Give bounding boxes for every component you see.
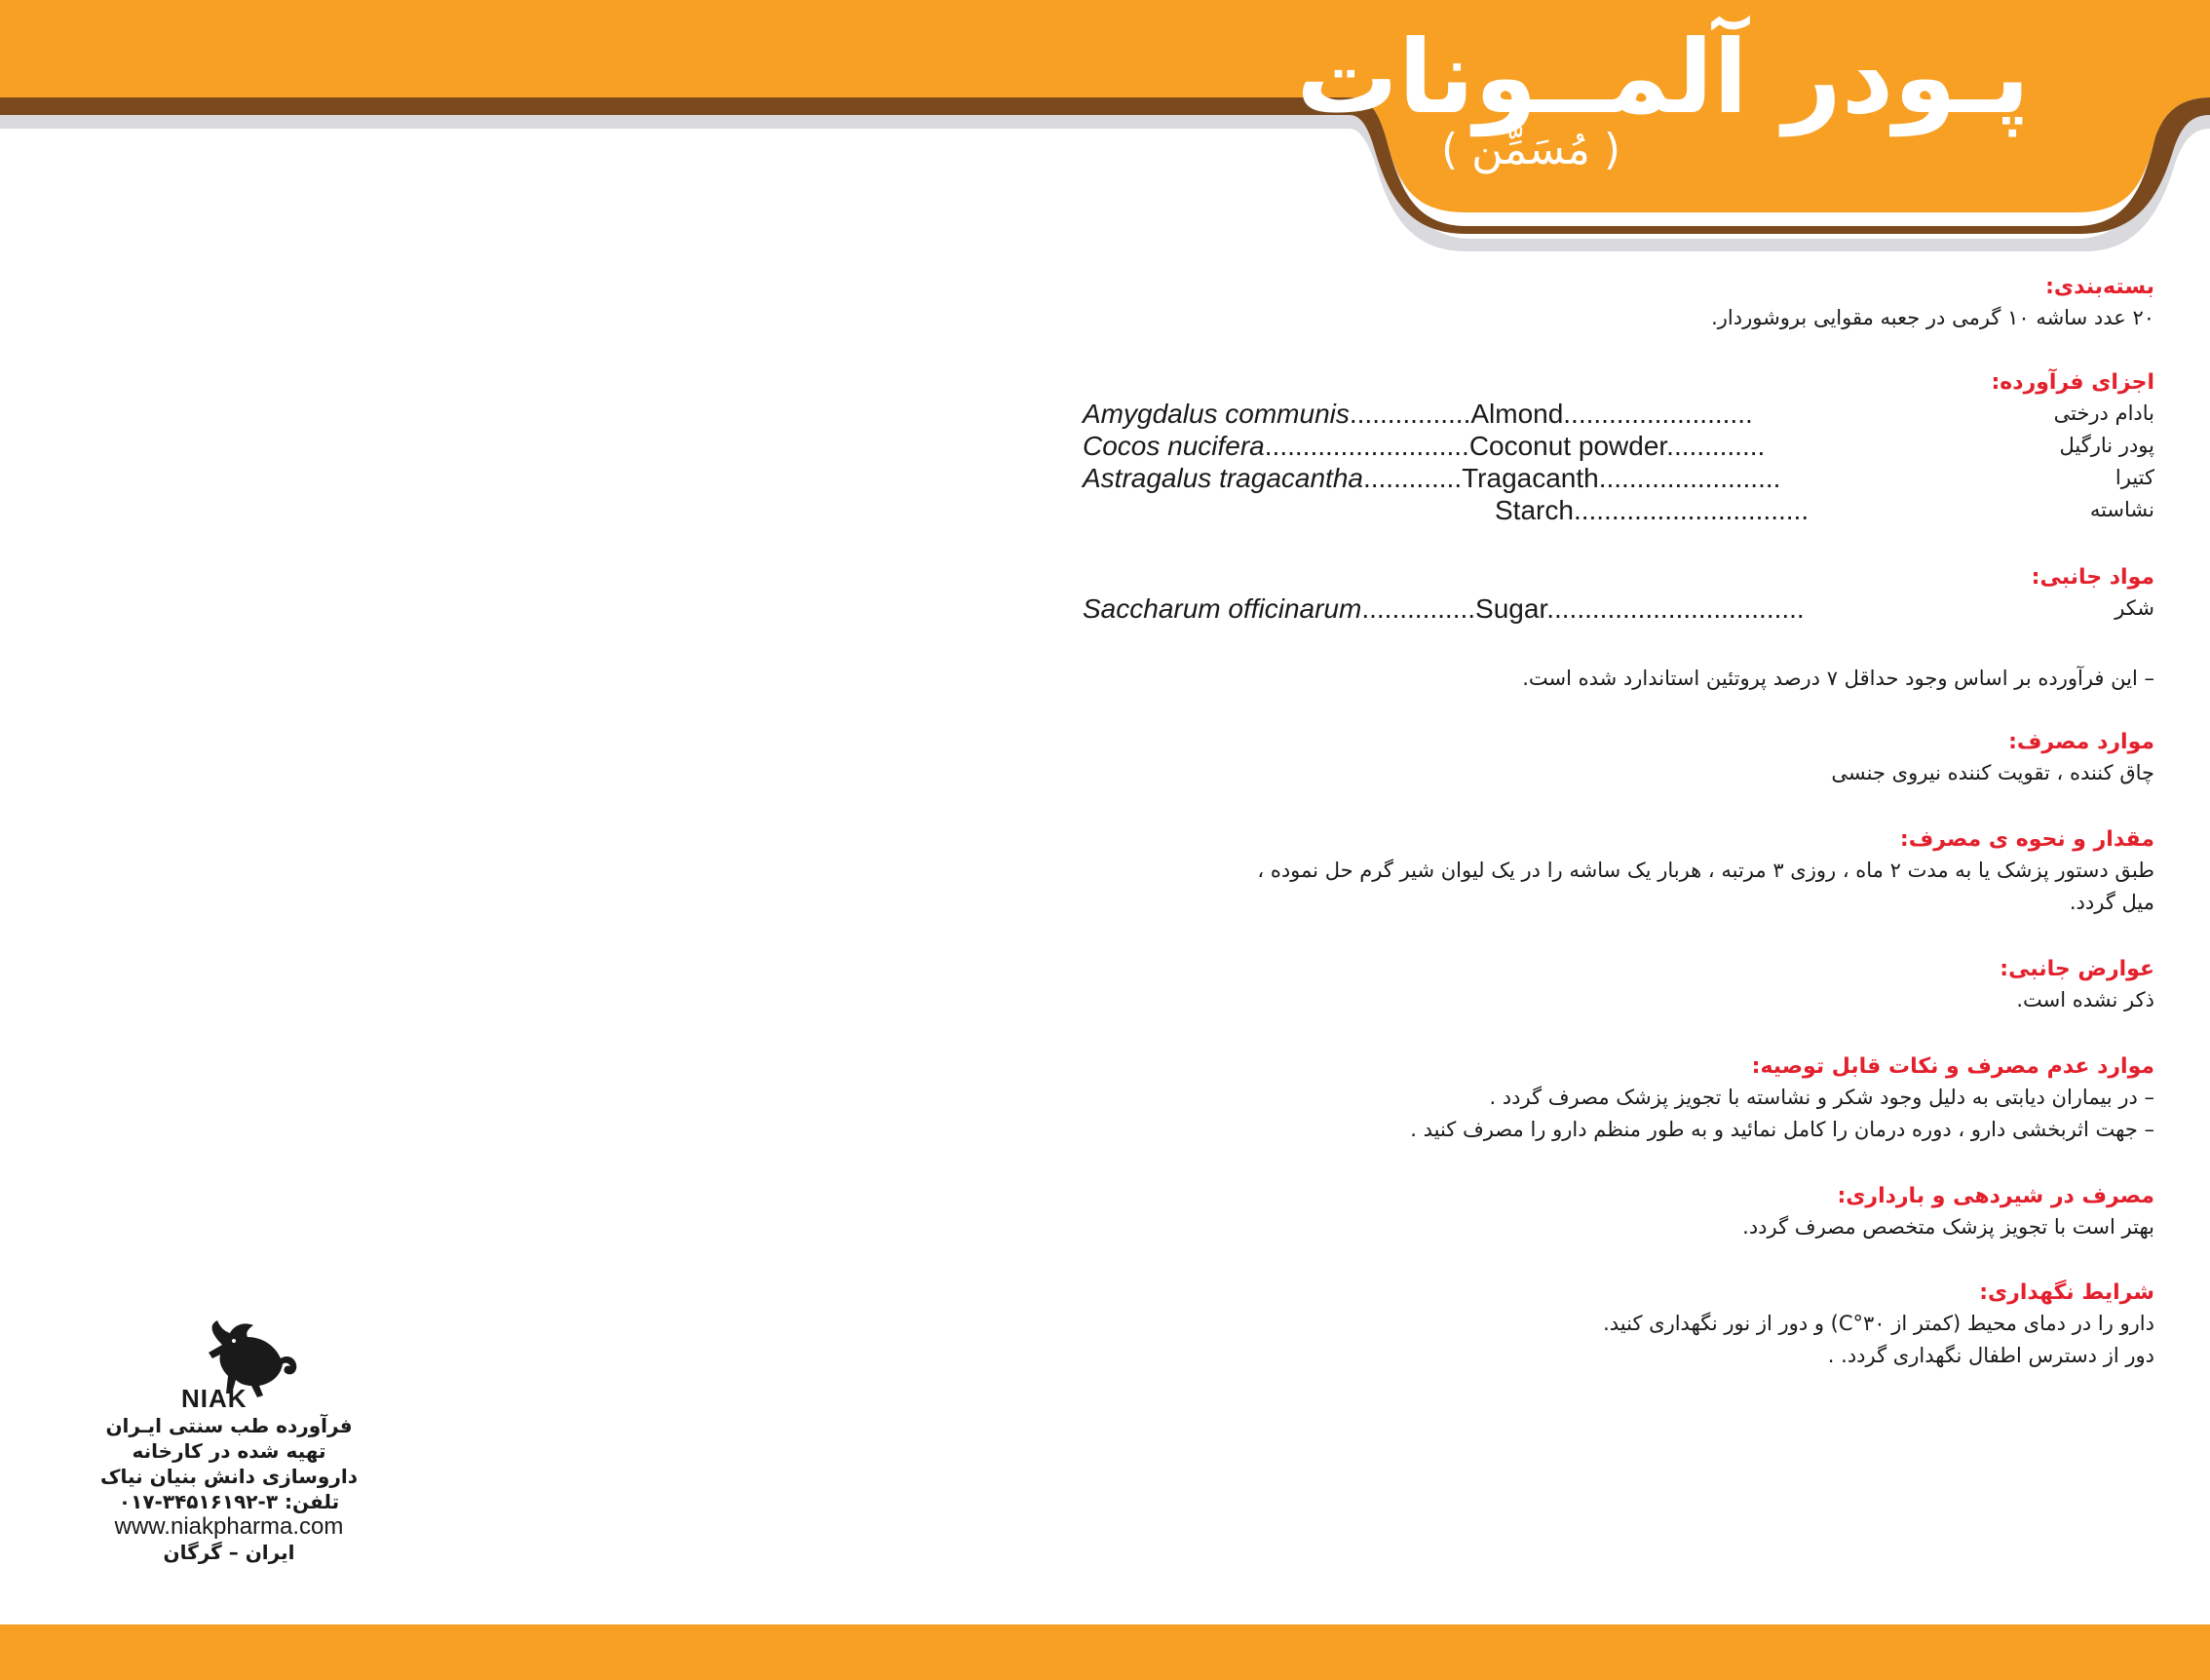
ingredient-latin: Cocos nucifera (1083, 431, 1265, 461)
storage-line1: دارو را در دمای محیط (کمتر از ۳۰°C) و دور از نور نگهداری کنید. (1603, 1312, 2154, 1335)
excipient-row (1083, 592, 2154, 625)
storage-heading: شرایط نگهداری: (1979, 1280, 2154, 1305)
side-effects-text: ذکر نشده است. (2016, 988, 2154, 1012)
contraindications-line1: – در بیماران دیابتی به دلیل وجود شکر و نشاسته با تجویز پزشک مصرف گردد . (1489, 1086, 2154, 1109)
ingredients-section (1083, 368, 2154, 526)
excipient-latin: Saccharum officinarum (1083, 593, 1362, 624)
ingredient-en (1083, 430, 1765, 462)
pregnancy-section (1083, 1182, 2154, 1243)
ingredient-fa: بادام درختی (2053, 401, 2154, 425)
ingredient-row (1083, 430, 2154, 462)
company-line3: داروسازی دانش بنیان نیاک (100, 1465, 358, 1488)
ingredient-en-name: Starch (1495, 495, 1574, 525)
ingredient-en (1083, 398, 1753, 430)
dosage-line2: میل گردد. (2069, 891, 2154, 914)
pregnancy-text: بهتر است با تجویز پزشک متخصص مصرف گردد. (1742, 1215, 2154, 1239)
ingredient-latin: Amygdalus communis (1083, 399, 1350, 429)
ingredient-row (1083, 462, 2154, 494)
standard-text: – این فرآورده بر اساس وجود حداقل ۷ درصد پروتئین استاندارد شده است. (1522, 667, 2154, 690)
ingredient-fa: کتیرا (2115, 466, 2154, 489)
ingredient-fa: پودر نارگیل (2059, 434, 2154, 457)
indications-section (1083, 728, 2154, 789)
side-effects-section (1083, 955, 2154, 1016)
company-info (93, 1413, 365, 1565)
ingredient-row (1083, 494, 2154, 526)
side-effects-heading: عوارض جانبی: (2000, 957, 2154, 981)
ingredient-en (1083, 462, 1780, 494)
ingredients-heading: اجزای فرآورده: (1991, 370, 2154, 395)
product-title: پـودر آلمــونات (1296, 18, 2030, 136)
ingredient-dots: ............................... (1573, 495, 1810, 525)
ingredient-dots: ........................ (1598, 463, 1781, 493)
brand-name: NIAK (181, 1384, 248, 1413)
storage-line2: دور از دسترس اطفال نگهداری گردد. . (1827, 1344, 2154, 1367)
dosage-section (1083, 825, 2154, 919)
company-line1: فرآورده طب سنتی ایـران (105, 1414, 353, 1437)
packaging-section (1083, 273, 2154, 334)
excipient-fa: شکر (2115, 596, 2154, 620)
ingredient-en (1495, 494, 1809, 526)
packaging-text: ۲۰ عدد ساشه ۱۰ گرمی در جعبه مقوایی بروشوردار. (1711, 306, 2154, 329)
contraindications-heading: موارد عدم مصرف و نکات قابل توصیه: (1751, 1054, 2154, 1079)
ingredient-fa: نشاسته (2089, 498, 2154, 521)
ingredient-dots: ......................... (1563, 399, 1753, 429)
ingredient-latin: Astragalus tragacantha (1083, 463, 1363, 493)
excipient-en (1083, 592, 1805, 625)
indications-text: چاق کننده ، تقویت کننده نیروی جنسی (1831, 761, 2154, 784)
ingredient-en-name: Coconut powder (1468, 431, 1667, 461)
company-line2: تهیه شده در کارخانه (132, 1439, 326, 1463)
excipient-dots: ............... (1361, 593, 1476, 624)
indications-heading: موارد مصرف: (2008, 730, 2154, 754)
dosage-line1: طبق دستور پزشک یا به مدت ۲ ماه ، روزی ۳ مرتبه ، هربار یک ساشه را در یک لیوان شیر گرم حل نموده ، (1257, 859, 2154, 882)
standard-section (1083, 663, 2154, 695)
company-location: ایران – گرگان (163, 1541, 295, 1564)
ingredient-dots: ............. (1362, 463, 1463, 493)
ingredient-row (1083, 398, 2154, 430)
ingredient-dots: ........................... (1264, 431, 1469, 461)
product-subtitle: ( مُسَمِّن ) (1440, 125, 1620, 174)
excipients-section (1083, 563, 2154, 625)
ingredient-dots: ............. (1666, 431, 1766, 461)
contraindications-section (1083, 1052, 2154, 1146)
dosage-heading: مقدار و نحوه ی مصرف: (1899, 827, 2154, 852)
contraindications-line2: – جهت اثربخشی دارو ، دوره درمان را کامل نمائید و به طور منظم دارو را مصرف کنید . (1410, 1118, 2154, 1141)
packaging-heading: بسته‌بندی: (2045, 275, 2154, 299)
excipients-heading: مواد جانبی: (2031, 565, 2154, 590)
excipient-dots: .................................. (1546, 593, 1805, 624)
pregnancy-heading: مصرف در شیردهی و بارداری: (1837, 1184, 2154, 1208)
footer-band (0, 1624, 2210, 1680)
excipient-en-name: Sugar (1475, 593, 1547, 624)
ingredient-dots: ................ (1349, 399, 1471, 429)
company-phone: تلفن: ۳-۳۴۵۱۶۱۹۲-۰۱۷ (118, 1490, 340, 1513)
ingredient-en-name: Tragacanth (1462, 463, 1599, 493)
company-website[interactable]: www.niakpharma.com (114, 1513, 344, 1540)
storage-section (1083, 1279, 2154, 1372)
ingredient-en-name: Almond (1470, 399, 1564, 429)
